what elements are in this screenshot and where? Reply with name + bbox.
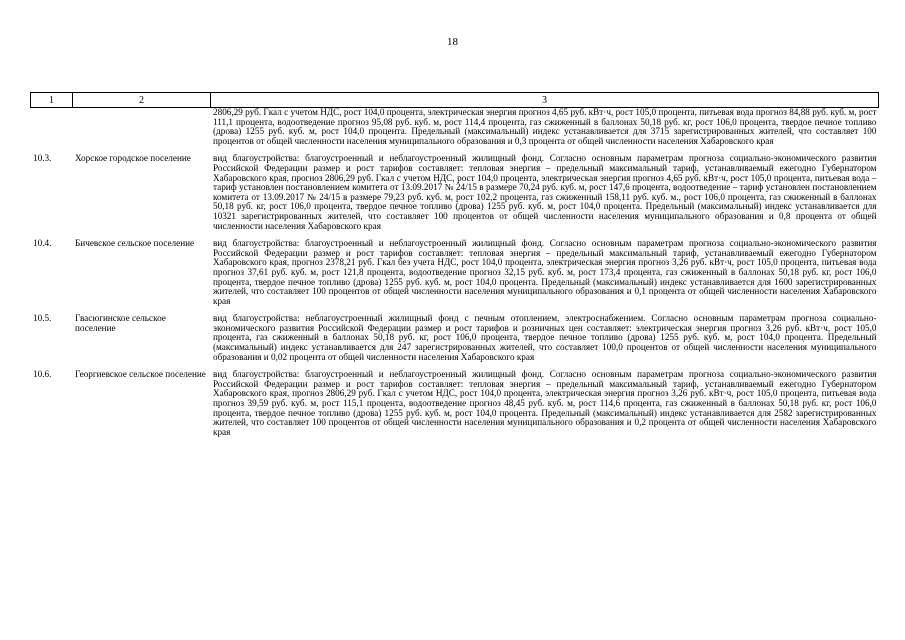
row-description: вид благоустройства: неблагоустроенный жилищный фонд с печным отоплением, электроснабжением. Согласно основным параметрам прогноза социально-экономического развития Российской Федерации размер и рост тарифов и розничных цен составляет: электрическая энергия прогноз 3,26 руб. кВт·ч, рост 105,0 процента, газ сжиженный в баллонах 50,18 руб. кг, рост 106,0 процента, твердое печное топливо (дрова) 1255 руб. куб. м, рост 104,0 процента. Предельный (максимальный) индекс устанавливается для 247 зарегистрированных жителей, что составляет 100,0 процентов от общей численности населения муниципального образования и 0,02 процента от общей численности населения Хабаровского края: [213, 313, 877, 362]
row-description: вид благоустройства: благоустроенный и неблагоустроенный жилищный фонд. Согласно основным параметрам прогноза социально-экономического развития Российской Федерации размер и рост тарифов составляет: тепловая энергия – предельный максимальный тариф, устанавливаемый ежегодно Губернатором Хабаровского края, прогноз 2806,29 руб. Гкал с учетом НДС, рост 104,0 процента, электрическая энергия прогноз 4,65 руб. кВт·ч, рост 105,0 процента, питьевая вода – тариф установлен постановлением комитета от 13.09.2017 № 24/15 в размере 70,24 руб. куб. м, рост 147,6 процента, водоотведение – тариф установлен постановлением комитета от 13.09.2017 № 24/15 в размере 79,23 руб. куб. м, рост 102,2 процента, газ сжиженный 158,11 руб. куб. м., рост 106,0 процента, газ сжиженный в баллонах 50,18 руб. кг, рост 106,0 процента, твердое печное топливо (дрова) 1255 руб. куб. м, рост 104,0 процента. Предельный (максимальный) индекс устанавливается для 10321 зарегистрированных жителей, что составляет 100 процентов от общей численности населения муниципального образования и 0,8 процента от общей численности населения Хабаровского края: [213, 153, 877, 231]
table-row: [31, 154, 879, 231]
row-number: 10.3.: [33, 153, 52, 164]
column-header-3: 3: [211, 93, 879, 108]
settlement-name: Бичевское сельское поселение: [75, 238, 195, 249]
tariff-table: [30, 92, 879, 437]
column-header-1: 1: [31, 93, 73, 108]
row-description: 2806,29 руб. Гкал с учетом НДС, рост 104,0 процента, электрическая энергия прогноз 4,65 руб. кВт·ч, рост 105,0 процента, питьевая вода прогноз 84,88 руб. куб. м, рост 111,1 процента, водоотведение прогноз 95,08 руб. куб. м, рост 114,4 процента, газ сжиженный в баллонах 50,18 руб. кг, рост 106,0 процента, твердое печное топливо (дрова) 1255 руб. куб. м, рост 104,0 процента. Предельный (максимальный) индекс устанавливается для 3715 зарегистрированных жителей, что составляет 100 процентов от общей численности населения муниципального образования и 0,3 процента от общей численности населения Хабаровского края: [213, 107, 877, 146]
row-number: [31, 108, 73, 147]
settlement-name: Хорское городское поселение: [75, 153, 191, 164]
row-description: вид благоустройства: благоустроенный и неблагоустроенный жилищный фонд. Согласно основным параметрам прогноза социально-экономического развития Российской Федерации размер и рост тарифов составляет: тепловая энергия – предельный максимальный тариф, устанавливаемый ежегодно Губернатором Хабаровского края, прогноз 2806,29 руб. Гкал с учетом НДС, рост 104,0 процента, электрическая энергия прогноз 3,26 руб. кВт·ч, рост 105,0 процента, питьевая вода прогноз 39,59 руб. куб. м, рост 115,1 процента, водоотведение прогноз 48,45 руб. куб. м, рост 114,6 процента, газ сжиженный в баллонах 50,18 руб. кг, рост 106,0 процента, твердое печное топливо (дрова) 1255 руб. куб. м, рост 104,0 процента. Предельный (максимальный) индекс устанавливается для 2582 зарегистрированных жителей, что составляет 100 процентов от общей численности населения муниципального образования и 0,2 процента от общей численности населения Хабаровского края: [213, 369, 877, 437]
settlement-name: Георгиевское сельское поселение: [75, 369, 206, 380]
table-row: [31, 370, 879, 437]
settlement-name: [73, 108, 211, 147]
row-description: вид благоустройства: благоустроенный и неблагоустроенный жилищный фонд. Согласно основным параметрам прогноза социально-экономического развития Российской Федерации размер и рост тарифов составляет: тепловая энергия – предельный максимальный тариф, устанавливаемый ежегодно Губернатором Хабаровского края, прогноз 2378,21 руб. Гкал без учета НДС, рост 104,0 процента, электрическая энергия прогноз 3,26 руб. кВт·ч, рост 105,0 процента, питьевая вода прогноз 37,61 руб. куб. м, рост 121,8 процента, водоотведение прогноз 32,15 руб. куб. м, рост 173,4 процента, газ сжиженный в баллонах 50,18 руб. кг, рост 106,0 процента, твердое печное топливо (дрова) 1255 руб. куб. м, рост 104,0 процента. Предельный (максимальный) индекс устанавливается для 1600 зарегистрированных жителей, что составляет 100 процентов от общей численности населения муниципального образования и 0,1 процента от общей численности населения Хабаровского края: [213, 238, 877, 306]
row-number: 10.5.: [33, 313, 52, 324]
row-number: 10.4.: [33, 238, 52, 249]
table-header-row: [31, 93, 879, 108]
settlement-name: Гвасюгинское сельское поселение: [75, 313, 166, 333]
table-row: [31, 314, 879, 362]
column-header-2: 2: [73, 93, 211, 108]
page-number: 18: [447, 36, 458, 48]
row-number: 10.6.: [33, 369, 52, 380]
continuation-row: [31, 108, 879, 147]
table-row: [31, 239, 879, 306]
